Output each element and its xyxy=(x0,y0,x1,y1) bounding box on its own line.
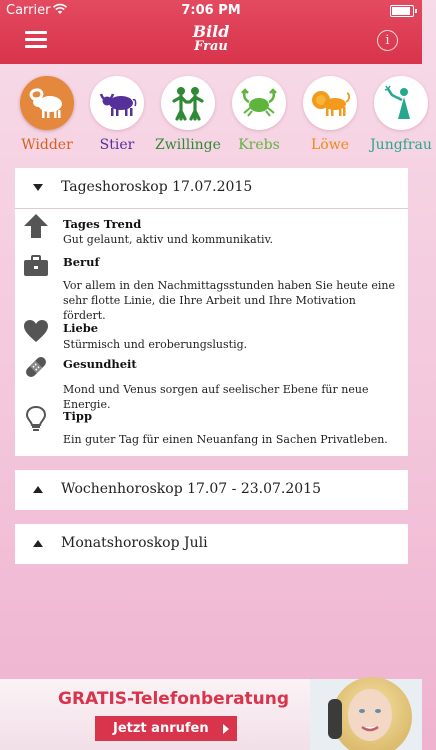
heart-icon xyxy=(23,318,49,344)
zodiac-label: Krebs xyxy=(238,137,280,153)
zodiac-label: Jungfrau xyxy=(370,137,432,153)
info-icon[interactable]: i xyxy=(377,30,398,51)
entry-text: Vor allem in den Nachmittagsstunden haben Sie heute eine sehr flotte Linie, die Ihre Arbeit und Ihre Motivation fördert. xyxy=(63,279,395,322)
zodiac-item-zwillinge[interactable] xyxy=(153,76,223,153)
zodiac-label: Widder xyxy=(21,137,73,153)
banner-headline: GRATIS-Telefonberatung xyxy=(58,689,290,709)
zodiac-selector xyxy=(0,64,432,168)
section-title: Monatshoroskop Juli xyxy=(61,535,208,551)
logo-line-1: Bild xyxy=(192,22,230,41)
entry-heading: Beruf xyxy=(63,255,100,269)
briefcase-icon xyxy=(23,253,49,279)
daily-horoscope-header[interactable] xyxy=(15,168,408,209)
weekly-horoscope-section[interactable] xyxy=(15,470,408,510)
zodiac-label: Zwillinge xyxy=(155,137,221,153)
zodiac-item-loewe[interactable] xyxy=(295,76,365,153)
entry-text: Mond und Venus sorgen auf seelischer Ebene für neue Energie. xyxy=(63,383,369,411)
zodiac-item-stier[interactable] xyxy=(82,76,152,153)
weekly-horoscope-header[interactable] xyxy=(15,470,408,510)
crab-icon xyxy=(232,76,286,130)
lion-icon xyxy=(303,76,357,130)
bull-icon xyxy=(90,76,144,130)
navigation-bar xyxy=(0,0,422,64)
logo-line-2: Frau xyxy=(194,39,228,54)
zodiac-item-widder[interactable] xyxy=(12,76,82,153)
monthly-horoscope-header[interactable] xyxy=(15,524,408,564)
expand-arrow-icon xyxy=(33,540,43,547)
arrow-up-icon xyxy=(23,213,49,239)
collapse-arrow-icon xyxy=(33,184,43,191)
zodiac-item-jungfrau[interactable] xyxy=(366,76,436,153)
bandage-icon xyxy=(23,354,49,380)
entry-heading: Gesundheit xyxy=(63,357,137,371)
app-logo xyxy=(0,24,422,54)
status-time: 7:06 PM xyxy=(181,3,241,18)
zodiac-item-krebs[interactable] xyxy=(224,76,294,153)
entry-text: Stürmisch und eroberungslustig. xyxy=(63,338,248,351)
call-now-button[interactable]: Jetzt anrufen xyxy=(95,716,237,741)
battery-icon xyxy=(390,5,414,17)
status-bar xyxy=(0,0,422,20)
carrier-label: Carrier xyxy=(6,3,51,18)
entry-heading: Tages Trend xyxy=(63,217,142,231)
entry-text: Ein guter Tag für einen Neuanfang in Sachen Privatleben. xyxy=(63,433,388,446)
daily-horoscope-section xyxy=(15,168,408,456)
zodiac-label: Löwe xyxy=(311,137,349,153)
monthly-horoscope-section[interactable] xyxy=(15,524,408,564)
lightbulb-icon xyxy=(23,406,49,432)
woman-photo xyxy=(310,679,422,750)
expand-arrow-icon xyxy=(33,486,43,493)
ram-icon xyxy=(20,76,74,130)
entry-text: Gut gelaunt, aktiv und kommunikativ. xyxy=(63,233,273,246)
zodiac-label: Stier xyxy=(99,137,135,153)
section-title: Wochenhoroskop 17.07 - 23.07.2015 xyxy=(61,481,321,497)
virgin-icon xyxy=(374,76,428,130)
section-title: Tageshoroskop 17.07.2015 xyxy=(61,179,253,195)
twins-icon xyxy=(161,76,215,130)
entry-heading: Liebe xyxy=(63,321,99,335)
ad-banner[interactable] xyxy=(0,679,422,750)
entry-heading: Tipp xyxy=(63,409,93,423)
